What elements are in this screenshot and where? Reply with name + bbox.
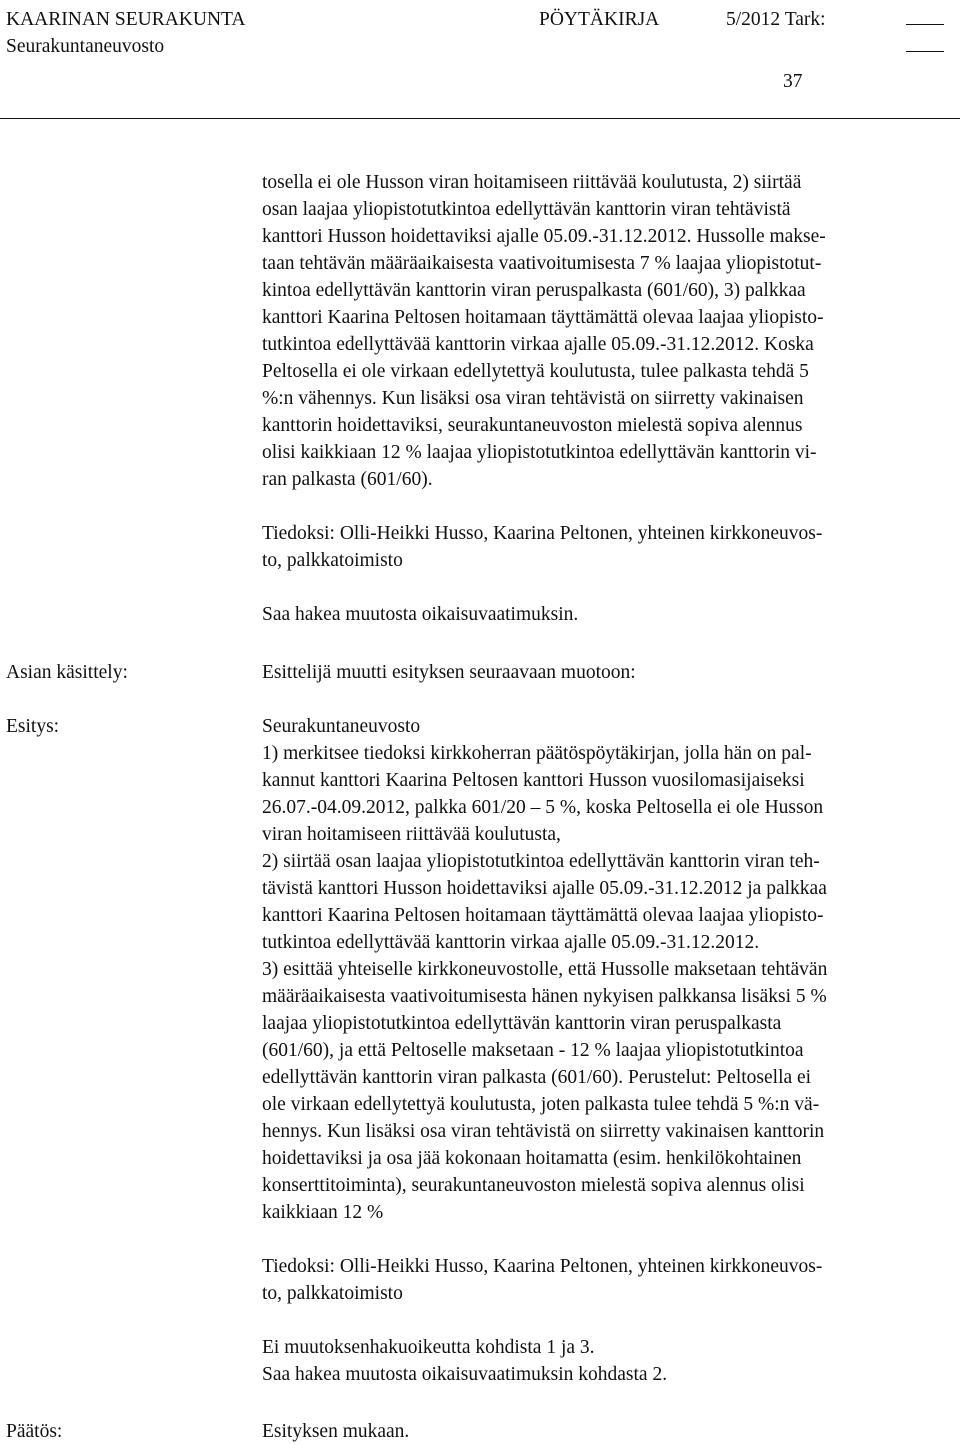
text-line: olisi kaikkiaan 12 % laajaa yliopistotutkintoa edellyttävän kanttorin vi- [262,442,817,463]
document-number: 5/2012 Tark: [726,9,826,30]
text-line: tosella ei ole Husson viran hoitamiseen riittävää koulutusta, 2) siirtää [262,172,802,193]
text-line: kanttori Husson hoidettaviksi ajalle 05.09.-31.12.2012. Hussolle makse- [262,226,826,247]
esitys-line: 26.07.-04.09.2012, palkka 601/20 – 5 %, koska Peltosella ei ole Husson [262,797,824,818]
esitys-line: 2) siirtää osan laajaa yliopistotutkintoa edellyttävän kanttorin viran teh- [262,851,820,872]
text-line: kanttori Kaarina Peltosen hoitamaan täyttämättä olevaa laajaa yliopisto- [262,307,824,328]
document-type: PÖYTÄKIRJA [539,9,660,30]
paatos-line: Esityksen mukaan. [262,1421,410,1442]
tiedoksi-line: to, palkkatoimisto [262,550,403,571]
text-line: kintoa edellyttävän kanttorin viran peruspalkasta (601/60), 3) palkkaa [262,280,806,301]
esitys-line: 1) merkitsee tiedoksi kirkkoherran päätöspöytäkirjan, jolla hän on pal- [262,743,812,764]
page-header [6,6,954,95]
appeal-line: Saa hakea muutosta oikaisuvaatimuksin kohdasta 2. [262,1364,668,1385]
text-line: kanttorin hoidettaviksi, seurakuntaneuvoston mielestä sopiva alennus [262,415,803,436]
appeal-text: Saa hakea muutosta oikaisuvaatimuksin. [262,604,579,625]
text-line: tutkintoa edellyttävää kanttorin virkaa ajalle 05.09.-31.12.2012. Koska [262,334,814,355]
text-line: taan tehtävän määräaikaisesta vaativoitumisesta 7 % laajaa yliopistotut- [262,253,822,274]
top-section [262,169,952,628]
text-line: ran palkasta (601/60). [262,469,433,490]
page-number: 37 [783,71,803,92]
appeal-line: Ei muutoksenhakuoikeutta kohdista 1 ja 3. [262,1337,595,1358]
inspection-blank-1 [906,6,944,33]
esitys-line: määräaikaisesta vaativoitumisesta hänen nykyisen palkkansa lisäksi 5 % [262,986,827,1007]
esitys-line: tutkintoa edellyttävää kanttorin virkaa ajalle 05.09.-31.12.2012. [262,932,760,953]
esitys-line: hoidettaviksi ja osa jää kokonaan hoitamatta (esim. henkilökohtainen [262,1148,802,1169]
label-paatos: Päätös: [6,1421,63,1442]
text-line: osan laajaa yliopistotutkintoa edellyttävän kanttorin viran tehtävistä [262,199,791,220]
esitys-line: kanttori Kaarina Peltosen hoitamaan täyttämättä olevaa laajaa yliopisto- [262,905,824,926]
label-esitys: Esitys: [6,716,60,737]
asian-kasittely-text [262,659,952,686]
esitys-line: laajaa yliopistotutkintoa edellyttävän kanttorin viran peruspalkasta [262,1013,782,1034]
inspection-blank-2 [906,33,944,60]
tiedoksi-line: Tiedoksi: Olli-Heikki Husso, Kaarina Peltonen, yhteinen kirkkoneuvos- [262,1256,823,1277]
esitys-line: tävistä kanttori Husson hoidettaviksi ajalle 05.09.-31.12.2012 ja palkkaa [262,878,827,899]
esitys-line: viran hoitamiseen riittävää koulutusta, [262,824,561,845]
paatos-text [262,1418,952,1445]
esitys-section [262,713,952,1388]
esitys-line: Seurakuntaneuvosto [262,716,421,737]
esitys-line: ole virkaan edellytettyä koulutusta, joten palkasta tulee tehdä 5 %:n vä- [262,1094,820,1115]
esitys-line: (601/60), ja että Peltoselle maksetaan - 12 % laajaa yliopistotutkintoa [262,1040,804,1061]
esitys-line: kannut kanttori Kaarina Peltosen kanttori Husson vuosilomasijaiseksi [262,770,805,791]
text-line: Peltosella ei ole virkaan edellytettyä koulutusta, tulee palkasta tehdä 5 [262,361,809,382]
header-rule [0,118,960,119]
text-line: %:n vähennys. Kun lisäksi osa viran tehtävistä on siirretty vakinaisen [262,388,804,409]
esitys-line: 3) esittää yhteiselle kirkkoneuvostolle, että Hussolle maksetaan tehtävän [262,959,828,980]
body-name: Seurakuntaneuvosto [6,36,165,57]
esitys-line: kaikkiaan 12 % [262,1202,384,1223]
esitys-line: hennys. Kun lisäksi osa viran tehtävistä on siirretty vakinaisen kanttorin [262,1121,825,1142]
tiedoksi-line: to, palkkatoimisto [262,1283,403,1304]
esitys-line: konserttitoiminta), seurakuntaneuvoston mielestä sopiva alennus olisi [262,1175,805,1196]
tiedoksi-line: Tiedoksi: Olli-Heikki Husso, Kaarina Peltonen, yhteinen kirkkoneuvos- [262,523,823,544]
organization-name: KAARINAN SEURAKUNTA [6,9,246,30]
label-asian-kasittely: Asian käsittely: [6,662,128,683]
esitys-line: edellyttävän kanttorin viran palkasta (601/60). Perustelut: Peltosella ei [262,1067,812,1088]
asian-kasittely-line: Esittelijä muutti esityksen seuraavaan muotoon: [262,662,636,683]
